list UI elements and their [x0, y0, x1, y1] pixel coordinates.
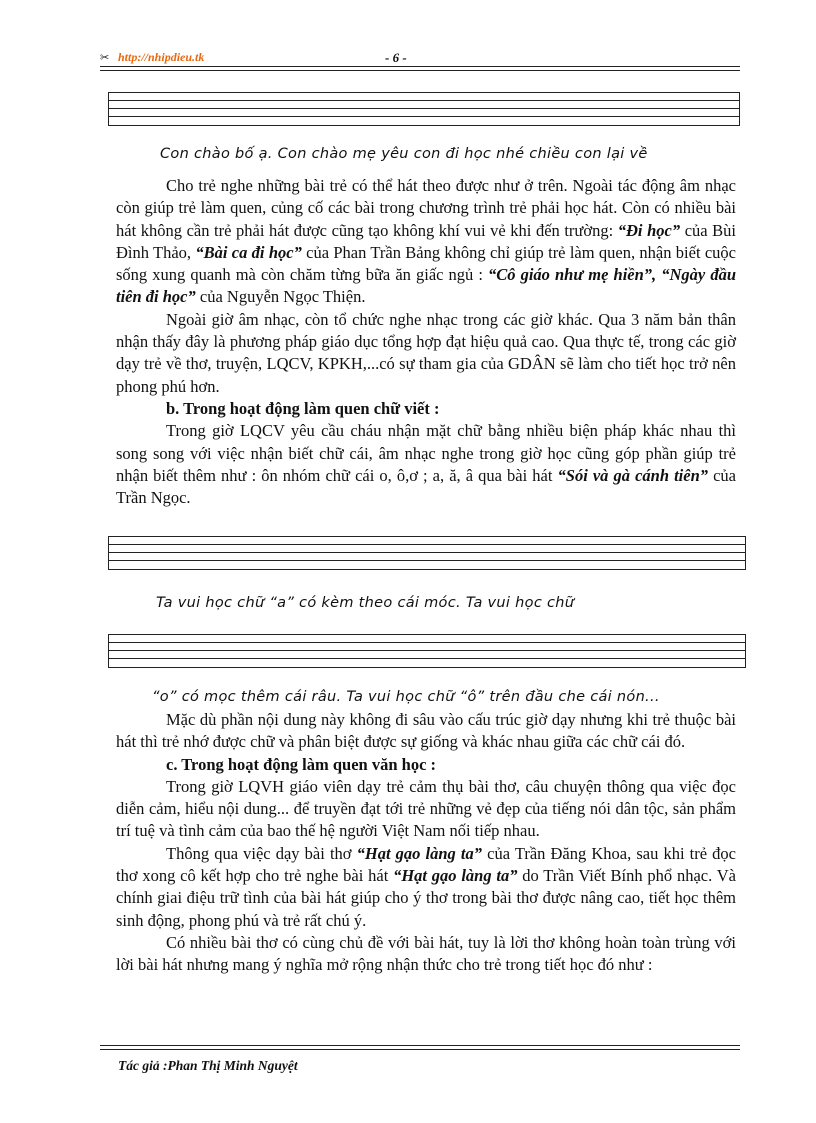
song-title: “Hạt gạo làng ta” [393, 866, 518, 886]
music-staff-1 [108, 92, 740, 126]
song-title: “Đi học” [617, 220, 681, 240]
lyric-line-2: Ta vui học chữ “a” có kèm theo cái móc. Ta vui học chữ [156, 595, 575, 611]
author-credit: Tác giả :Phan Thị Minh Nguyệt [118, 1058, 298, 1073]
paragraph-6: Thông qua việc dạy bài thơ “Hạt gạo làng ta” của Trần Đăng Khoa, sau khi trẻ đọc thơ xong cô kết hợp cho trẻ nghe bài hát “Hạt gạo làng ta” do Trần Viết Bính phổ nhạc. Và chính giai điệu trữ tình của bài hát giúp cho ý thơ trong bài thơ được nâng cao, tiết học thêm sinh động, phong phú và trẻ rất chú ý. [116, 843, 737, 930]
footer-divider [100, 1045, 740, 1050]
paragraph-3: Trong giờ LQCV yêu cầu cháu nhận mặt chữ bằng nhiều biện pháp khác nhau thì song song với việc nhận biết chữ cái, âm nhạc nghe trong giờ học cũng góp phần giúp trẻ nhận biết thêm như : ôn nhóm chữ cái o, ô,ơ ; a, ă, â qua bài hát “Sói và gà cánh tiên” của Trần Ngọc. [116, 421, 736, 508]
paragraph-1: Cho trẻ nghe những bài trẻ có thể hát theo được như ở trên. Ngoài tác động âm nhạc còn giúp trẻ làm quen, củng cố các bài trong chương trình trẻ phải học hát. Còn có nhiều bài hát không cần trẻ phải hát được cũng tạo không khí vui vẻ khi đến trường: “Đi học” của Bùi Đình Thảo, “Bài ca đi học” của Phan Trần Bảng không chỉ giúp trẻ làm quen, nhận biết cuộc sống xung quanh mà còn chăm từng bữa ăn giấc ngủ : “Cô giáo như mẹ hiền”, “Ngày đầu tiên đi học” của Nguyễn Ngọc Thiện. [116, 176, 737, 307]
body-section-2 [116, 709, 736, 977]
music-staff-3 [108, 634, 746, 668]
paragraph-4: Mặc dù phần nội dung này không đi sâu vào cấu trúc giờ dạy nhưng khi trẻ thuộc bài hát thì trẻ nhớ được chữ và phân biệt được sự giống và khác nhau giữa các chữ cái đó. [116, 710, 736, 752]
lyric-line-3: “o” có mọc thêm cái râu. Ta vui học chữ “ô” trên đầu che cái nón... [152, 689, 660, 705]
scissors-icon: ✂ [100, 52, 110, 64]
header-link[interactable]: http://nhipdieu.tk [118, 50, 205, 64]
paragraph-2: Ngoài giờ âm nhạc, còn tổ chức nghe nhạc trong các giờ khác. Qua 3 năm bản thân nhận thấy đây là phương pháp giáo dục tổng hợp đạt hiệu quả cao. Qua thực tế, trong các giờ dạy trẻ về thơ, truyện, LQCV, KPKH,...có sự tham gia của GDÂN sẽ làm cho tiết học trở nên phong phú hơn. [116, 309, 736, 396]
song-title: “Cô giáo như mẹ hiền”, “Ngày đầu tiên đi học” [116, 265, 736, 307]
song-title: “Bài ca đi học” [195, 242, 302, 262]
heading-b: b. Trong hoạt động làm quen chữ viết : [166, 398, 440, 418]
paragraph-5: Trong giờ LQVH giáo viên dạy trẻ cảm thụ bài thơ, câu chuyện thông qua việc đọc diễn cảm, hiểu nội dung... để truyền đạt tới trẻ những vẻ đẹp của tiếng nói dân tộc, sản phẩm trí tuệ và tình cảm của bao thế hệ người Việt Nam nối tiếp nhau. [116, 776, 736, 841]
page-number: - 6 - [385, 50, 407, 65]
lyric-line-1: Con chào bố ạ. Con chào mẹ yêu con đi học nhé chiều con lại về [160, 146, 648, 162]
heading-c: c. Trong hoạt động làm quen văn học : [166, 754, 437, 774]
song-title: “Hạt gạo làng ta” [356, 843, 482, 863]
header-divider [100, 66, 740, 71]
music-staff-2 [108, 536, 746, 570]
body-section-1 [116, 175, 736, 509]
paragraph-7: Có nhiều bài thơ có cùng chủ đề với bài hát, tuy là lời thơ không hoàn toàn trùng với lời bài hát nhưng mang ý nghĩa mở rộng nhận thức cho trẻ trong tiết học đó như : [116, 932, 736, 975]
song-title: “Sói và gà cánh tiên” [557, 465, 709, 485]
